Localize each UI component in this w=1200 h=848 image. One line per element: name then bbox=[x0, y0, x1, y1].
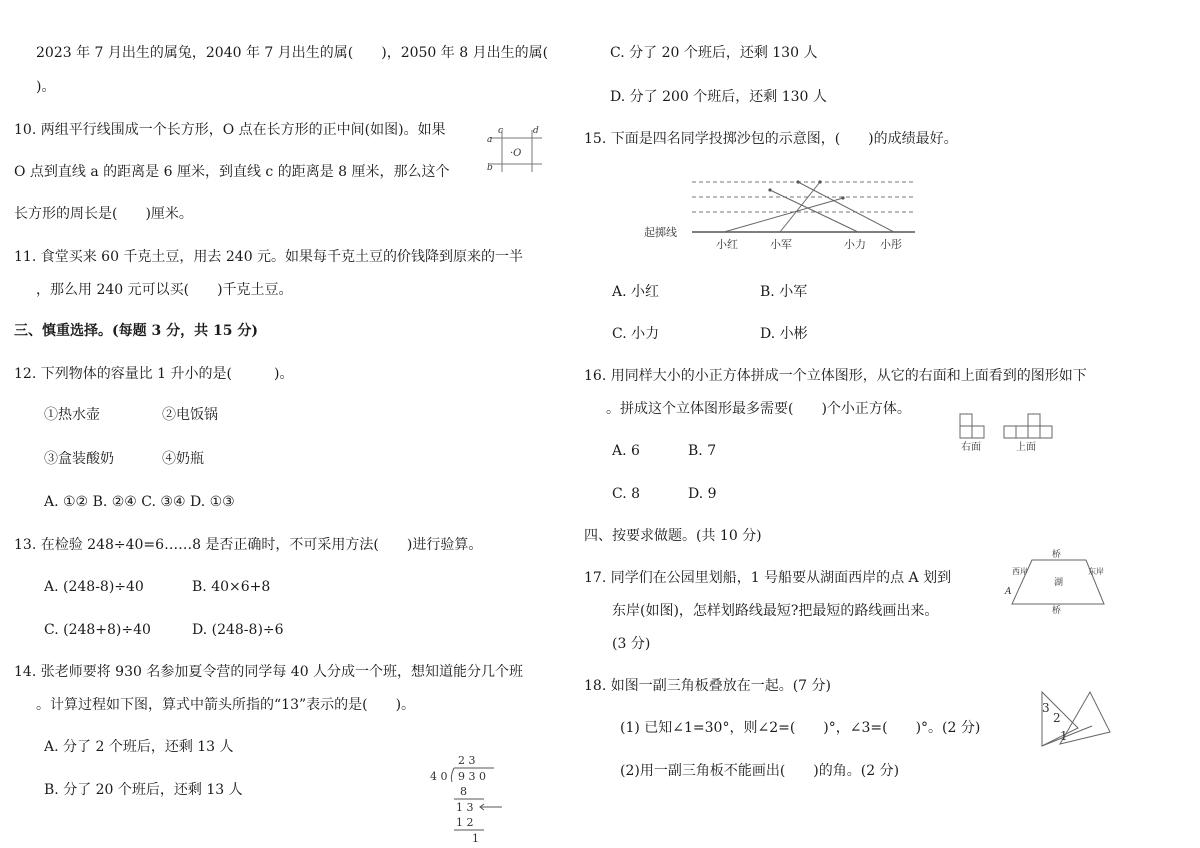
q18-part2: (2)用一副三角板不能画出( )的角。(2 分) bbox=[620, 763, 900, 779]
q17-bridge-bottom-label: 桥 bbox=[1052, 606, 1062, 616]
q13-option-d: D. (248-8)÷6 bbox=[192, 622, 284, 638]
q16-top-view-label: 上面 bbox=[1016, 442, 1036, 453]
q16-views-figure bbox=[956, 410, 1066, 454]
q10-line2: O 点到直线 a 的距离是 6 厘米，到直线 c 的距离是 8 厘米，那么这个 bbox=[14, 164, 450, 180]
q16-option-b: B. 7 bbox=[688, 443, 717, 459]
q10-label-b: b bbox=[487, 163, 493, 173]
q12-item4: ④奶瓶 bbox=[162, 451, 204, 467]
q9-line1: 2023 年 7 月出生的属兔，2040 年 7 月出生的属( )，2050 年 8 月出生的属( bbox=[36, 45, 549, 61]
q17-bridge-top-label: 桥 bbox=[1052, 550, 1062, 560]
q12-item1: ①热水壶 bbox=[44, 407, 100, 423]
q17-point-a-label: A bbox=[1005, 587, 1012, 597]
q10-line1: 10. 两组平行线围成一个长方形，O 点在长方形的正中间(如图)。如果 bbox=[14, 122, 446, 138]
q12-item2: ②电饭锅 bbox=[162, 407, 218, 423]
q9-line2: )。 bbox=[36, 79, 56, 95]
q14-long-division-figure bbox=[428, 752, 512, 844]
q15-name-1: 小红 bbox=[716, 238, 738, 251]
q17-west-label: 西岸 bbox=[1012, 567, 1028, 576]
div-quotient: 2 3 bbox=[458, 754, 476, 767]
q18-angle-2: 2 bbox=[1053, 711, 1061, 725]
q16-option-d: D. 9 bbox=[688, 486, 717, 502]
q16-right-view-label: 右面 bbox=[961, 442, 981, 453]
q11-line1: 11. 食堂买来 60 千克土豆，用去 240 元。如果每千克土豆的价钱降到原来的一半 bbox=[14, 249, 524, 265]
div-step-12: 1 2 bbox=[456, 816, 474, 829]
q13-option-b: B. 40×6+8 bbox=[192, 579, 271, 595]
q14-option-d: D. 分了 200 个班后，还剩 130 人 bbox=[610, 89, 827, 105]
q15-baseline-label: 起掷线 bbox=[644, 226, 677, 239]
q18-angle-1: 1 bbox=[1060, 729, 1068, 743]
q11-line2: ，那么用 240 元可以买( )千克土豆。 bbox=[36, 282, 293, 298]
q10-label-c: c bbox=[498, 126, 504, 136]
div-dividend: 9 3 0 bbox=[458, 770, 486, 783]
q17-east-label: 东岸 bbox=[1088, 567, 1104, 576]
q14-option-b: B. 分了 20 个班后，还剩 13 人 bbox=[44, 782, 243, 798]
q14-line2: 。计算过程如下图，算式中箭头所指的“13”表示的是( )。 bbox=[36, 697, 416, 713]
q13-option-a: A. (248-8)÷40 bbox=[44, 579, 144, 595]
q15-name-3: 小力 bbox=[844, 238, 866, 251]
q15-name-4: 小彤 bbox=[880, 238, 902, 251]
div-divisor: 4 0 bbox=[430, 770, 448, 783]
q13-option-c: C. (248+8)÷40 bbox=[44, 622, 151, 638]
q18-angle-3: 3 bbox=[1042, 701, 1050, 715]
q14-option-c: C. 分了 20 个班后，还剩 130 人 bbox=[610, 45, 818, 61]
q12-stem: 12. 下列物体的容量比 1 升小的是( )。 bbox=[14, 366, 294, 382]
q17-line1: 17. 同学们在公园里划船，1 号船要从湖面西岸的点 A 划到 bbox=[584, 570, 952, 586]
q16-option-c: C. 8 bbox=[612, 486, 641, 502]
q14-line1: 14. 张老师要将 930 名参加夏令营的同学每 40 人分成一个班，想知道能分几个班 bbox=[14, 664, 524, 680]
div-step-8: 8 bbox=[460, 785, 467, 798]
q16-line1: 16. 用同样大小的小正方体拼成一个立体图形，从它的右面和上面看到的图形如下 bbox=[584, 368, 1087, 384]
q18-part1: (1) 已知∠1=30°，则∠2=( )°，∠3=( )°。(2 分) bbox=[620, 720, 981, 736]
q10-label-d: d bbox=[533, 126, 539, 136]
q16-line2: 。拼成这个立体图形最多需要( )个小正方体。 bbox=[606, 401, 911, 417]
q17-lake-figure bbox=[1004, 548, 1110, 614]
q10-line3: 长方形的周长是( )厘米。 bbox=[14, 206, 193, 222]
q12-options: A. ①② B. ②④ C. ③④ D. ①③ bbox=[44, 494, 235, 510]
q14-option-a: A. 分了 2 个班后，还剩 13 人 bbox=[44, 739, 234, 755]
q16-option-a: A. 6 bbox=[612, 443, 640, 459]
div-step-13: 1 3 bbox=[456, 801, 474, 814]
q15-option-d: D. 小彬 bbox=[760, 326, 808, 342]
q10-label-a: a bbox=[487, 135, 493, 145]
q15-option-a: A. 小红 bbox=[612, 284, 660, 300]
q10-label-o: ·O bbox=[510, 148, 522, 159]
q17-line3: (3 分) bbox=[612, 636, 651, 652]
q15-throw-figure bbox=[640, 170, 925, 252]
q17-lake-label: 湖 bbox=[1054, 578, 1064, 588]
div-remainder: 1 bbox=[472, 832, 479, 845]
section4-heading: 四、按要求做题。(共 10 分) bbox=[584, 528, 762, 544]
q18-stem: 18. 如图一副三角板叠放在一起。(7 分) bbox=[584, 678, 831, 694]
q15-stem: 15. 下面是四名同学投掷沙包的示意图，( )的成绩最好。 bbox=[584, 131, 958, 147]
q15-option-c: C. 小力 bbox=[612, 326, 660, 342]
q18-triangles-figure bbox=[1038, 688, 1116, 754]
q12-item3: ③盒装酸奶 bbox=[44, 451, 114, 467]
q10-rectangle-figure bbox=[486, 124, 546, 176]
q13-stem: 13. 在检验 248÷40=6……8 是否正确时，不可采用方法( )进行验算。 bbox=[14, 537, 483, 553]
q15-option-b: B. 小军 bbox=[760, 284, 808, 300]
q15-name-2: 小军 bbox=[770, 238, 792, 251]
section3-heading: 三、慎重选择。(每题 3 分，共 15 分) bbox=[14, 323, 258, 339]
q17-line2: 东岸(如图)，怎样划路线最短?把最短的路线画出来。 bbox=[612, 603, 939, 619]
